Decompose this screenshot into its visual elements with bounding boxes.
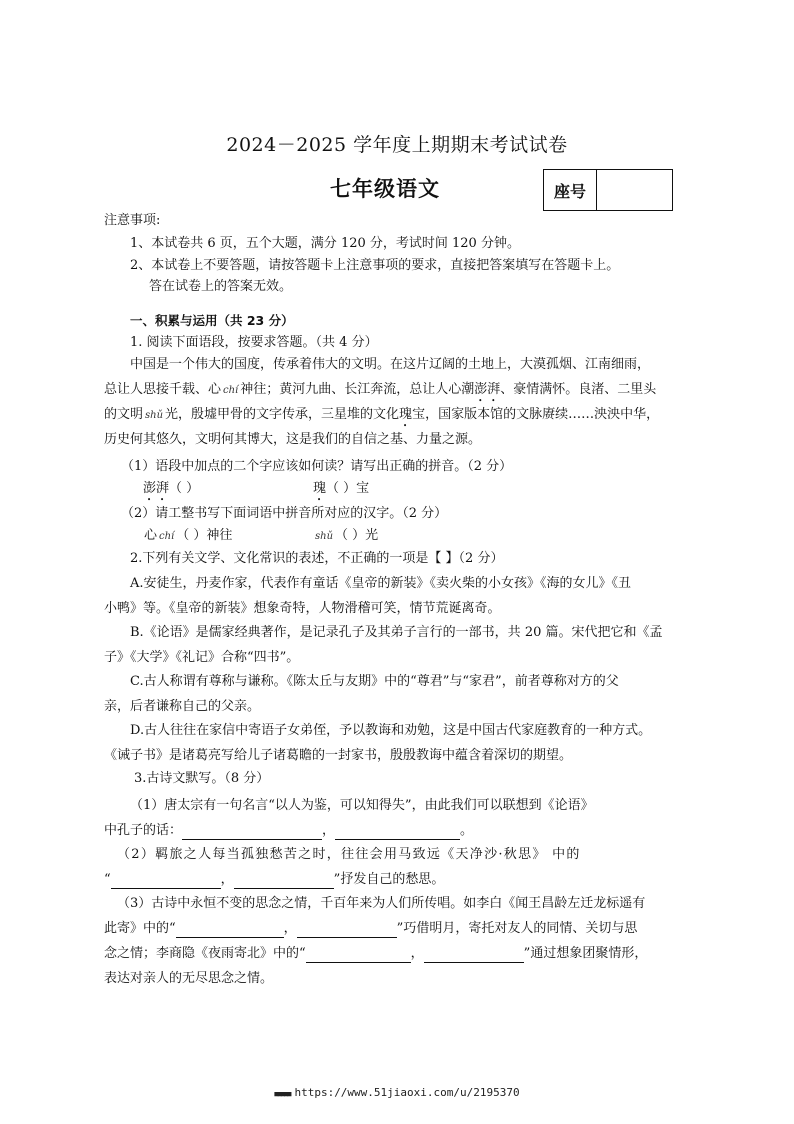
q2-option-a-line-2: 小鸭》等。《皇帝的新装》想象奇特，人物滑稽可笑，情节荒诞离奇。	[104, 601, 501, 616]
q3-2-line-2	[104, 871, 444, 889]
q1-1-answer-1	[143, 480, 199, 504]
notice-item-2-cont: 答在试卷上的答案无效。	[149, 279, 293, 294]
q3-text: 中孔子的话：	[104, 823, 183, 838]
answer-blank[interactable]	[424, 948, 524, 963]
q3-text: 此寄》中的“	[104, 921, 176, 936]
passage-line-3	[104, 406, 659, 430]
q3-3-line-1: （3）古诗中永恒不变的思念之情，千百年来为人们所传唱。如李白《闻王昌龄左迁龙标遥有	[117, 896, 646, 911]
footer-url[interactable]: https://www.51jiaoxi.com/u/2195370	[294, 1086, 520, 1099]
q3-text: ”巧借明月，寄托对友人的同情、关切与思	[396, 921, 638, 936]
answer-text: （ ）光	[335, 528, 379, 543]
notice-item-2: 2、本试卷上不要答题，请按答题卡上注意事项的要求，直接把答案填写在答题卡上。	[130, 258, 620, 273]
q1-2-stem: （2）请工整书写下面词语中拼音所对应的汉字。（2 分）	[121, 506, 448, 521]
pinyin-shu: shǔ	[145, 410, 164, 421]
subject-title: 七年级语文	[330, 177, 440, 201]
q3-2-line-1: （2）羁旅之人每当孤独愁苦之时，往往会用马致远《天净沙·秋思》 中的	[117, 847, 581, 862]
answer-blank[interactable]	[335, 825, 460, 840]
passage-line-4: 历史何其悠久，文明何其博大，这是我们的自信之基、力量之源。	[104, 432, 482, 447]
passage-text: 总让人思接千载、心	[104, 382, 222, 397]
seat-number-field[interactable]	[597, 170, 672, 210]
q1-1-answer-2[interactable]	[313, 480, 369, 504]
answer-pengpai[interactable]: 澎湃（ ）	[143, 481, 200, 496]
dotted-char-gui: 瑰	[399, 407, 413, 422]
answer-blank[interactable]	[182, 825, 322, 840]
q3-1-line-1: （1）唐太宗有一句名言“以人为鉴，可以知得失”，由此我们可以联想到《论语》	[130, 798, 594, 813]
notice-heading: 注意事项:	[104, 213, 161, 228]
q3-text: ，	[283, 921, 297, 936]
seat-number-box	[543, 169, 673, 211]
q2-stem: 2.下列有关文学、文化常识的表述，不正确的一项是【 】（2 分）	[130, 551, 504, 566]
q3-3-line-4: 表达对亲人的无尽思念之情。	[104, 971, 274, 986]
q1-1-stem: （1）语段中加点的二个字应该如何读？请写出正确的拼音。（2 分）	[121, 459, 513, 474]
passage-text: 的文明	[104, 407, 144, 422]
q1-2-answer-2[interactable]	[313, 527, 378, 546]
section-1-title: 一、积累与运用（共 23 分）	[130, 313, 294, 328]
answer-text: 心	[144, 528, 158, 543]
q2-option-a-line-1: A.安徒生，丹麦作家，代表作有童话《皇帝的新装》《卖火柴的小女孩》《海的女儿》《丑	[130, 576, 632, 591]
q3-1-line-2	[104, 822, 473, 840]
q2-option-c-line-1: C.古人称谓有尊称与谦称。《陈太丘与友期》中的“尊君”与“家君”，前者尊称对方的父	[130, 674, 619, 689]
q3-text: ，	[410, 946, 424, 961]
pinyin-chi: chí	[159, 531, 175, 542]
passage-text: 神往；黄河九曲、长江奔流，总让人心潮	[240, 382, 475, 397]
q3-text: ，	[220, 872, 234, 887]
q3-text: ”抒发自己的愁思。	[333, 872, 445, 887]
watermark-mark: ■■■■■	[274, 1090, 291, 1098]
q3-text: 。	[460, 823, 474, 838]
q3-3-line-2	[104, 920, 637, 938]
exam-title: 2024－2025 学年度上期期末考试试卷	[226, 134, 568, 156]
answer-text: （ ）神往	[176, 528, 233, 543]
passage-line-1: 中国是一个伟大的国度，传承着伟大的文明。在这片辽阔的土地上，大漠孤烟、江南细雨，	[130, 357, 651, 372]
answer-blank[interactable]	[176, 923, 284, 938]
dotted-char-gui: 瑰	[313, 481, 327, 496]
q3-text: ”通过想象团聚情形，	[523, 946, 648, 961]
answer-blank[interactable]	[306, 948, 411, 963]
pinyin-shu: shǔ	[315, 531, 334, 542]
answer-blank[interactable]	[234, 874, 334, 889]
q3-text: 念之情；李商隐《夜雨寄北》中的“	[104, 946, 306, 961]
passage-text: 、豪情满怀。良渚、二里头	[500, 382, 657, 397]
q2-option-b-line-2: 子》《大学》《礼记》合称“四书”。	[104, 650, 300, 665]
passage-text: 宝，国家版本馆的文脉赓续……泱泱中华，	[412, 407, 660, 422]
seat-label: 座号	[544, 170, 597, 210]
passage-line-2	[104, 381, 656, 405]
q3-stem: 3.古诗文默写。（8 分）	[134, 771, 270, 786]
answer-blank[interactable]	[297, 923, 397, 938]
q2-option-d-line-1: D.古人往往在家信中寄语子女弟侄，予以教诲和劝勉，这是中国古代家庭教育的一种方式。	[130, 723, 652, 738]
q3-text: ，	[322, 823, 336, 838]
answer-blank[interactable]	[111, 874, 221, 889]
answer-gui: （ ）宝	[326, 481, 370, 496]
q2-option-b-line-1: B.《论语》是儒家经典著作，是记录孔子及其弟子言行的一部书，共 20 篇。宋代把它和《孟	[130, 625, 663, 640]
q2-option-c-line-2: 亲，后者谦称自己的父亲。	[104, 699, 261, 714]
q1-stem: 1. 阅读下面语段，按要求答题。（共 4 分）	[130, 335, 378, 350]
dotted-word-pengpai: 澎湃	[474, 382, 501, 397]
passage-text: 光，殷墟甲骨的文字传承，三星堆的文化	[165, 407, 400, 422]
pinyin-chi: chí	[223, 385, 239, 396]
footer	[0, 1086, 794, 1099]
q3-text: “	[104, 872, 111, 887]
notice-item-1: 1、本试卷共 6 页，五个大题，满分 120 分，考试时间 120 分钟。	[130, 236, 520, 251]
q2-option-d-line-2: 《诫子书》是诸葛亮写给儿子诸葛瞻的一封家书，殷殷教诲中蕴含着深切的期望。	[104, 748, 573, 763]
q3-3-line-3	[104, 945, 647, 963]
q1-2-answer-1[interactable]	[144, 527, 232, 546]
